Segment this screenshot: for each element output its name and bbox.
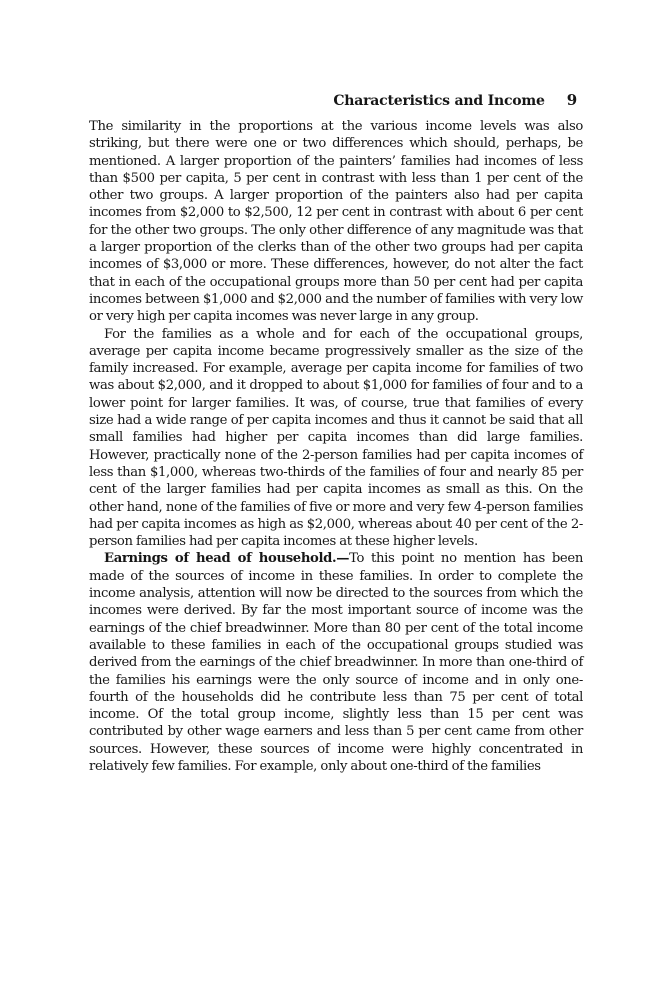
chapter-title: Characteristics and Income <box>333 93 545 109</box>
paragraph <box>89 118 583 326</box>
section-heading: Earnings of head of household.— <box>104 551 350 567</box>
paragraph-text: The similarity in the proportions at the various income levels was also striking, but there were one or two differences which should, perhaps, be mentioned. A larger proportion of the painters’ families had incomes of less than $500 per capita, 5 per cent in contrast with less than 1 per cent of the other two groups. A larger proportion of the painters also had per capita incomes from $2,000 to $2,500, 12 per cent in contrast with about 6 per cent for the other two groups. The only other difference of any magnitude was that a larger proportion of the clerks than of the other two groups had per capita incomes of $3,000 or more. These differences, however, do not alter the fact that in each of the occupational groups more than 50 per cent had per capita incomes between $1,000 and $2,000 and the number of families with very low or very high per capita incomes was never large in any group. <box>89 119 583 325</box>
paragraph <box>89 326 583 551</box>
paragraph-text: To this point no mention has been made of the sources of income in these families. In order to complete the income analysis, attention will now be directed to the sources from which the incomes were derived. By far the most important source of income was the earnings of the chief breadwinner. More than 80 per cent of the total income available to these families in each of the occupational groups studied was derived from the earnings of the chief breadwinner. In more than one-third of the families his earnings were the only source of income and in only one-fourth of the households did he contribute less than 75 per cent of total income. Of the total group income, slightly less than 15 per cent was contributed by other wage earners and less than 5 per cent came from other sources. However, these sources of income were highly concentrated in relatively few families. For example, only about one-third of the families <box>89 551 583 774</box>
paragraph-text: For the families as a whole and for each of the occupational groups, average per capita income became progressively smaller as the size of the family increased. For example, average per capita income for families of two was about $2,000, and it dropped to about $1,000 for families of four and to a lower point for larger families. It was, of course, true that families of every size had a wide range of per capita incomes and thus it cannot be said that all small families had higher per capita incomes than did large families. However, practically none of the 2-person families had per capita incomes of less than $1,000, whereas two-thirds of the families of four and nearly 85 per cent of the larger families had per capita incomes as small as this. On the other hand, none of the families of five or more and very few 4-person families had per capita incomes as high as $2,000, whereas about 40 per cent of the 2-person families had per capita incomes at these higher levels. <box>89 326 583 550</box>
running-header <box>333 91 577 109</box>
body-text <box>89 118 583 775</box>
page-number: 9 <box>566 91 577 109</box>
paragraph <box>89 550 583 775</box>
